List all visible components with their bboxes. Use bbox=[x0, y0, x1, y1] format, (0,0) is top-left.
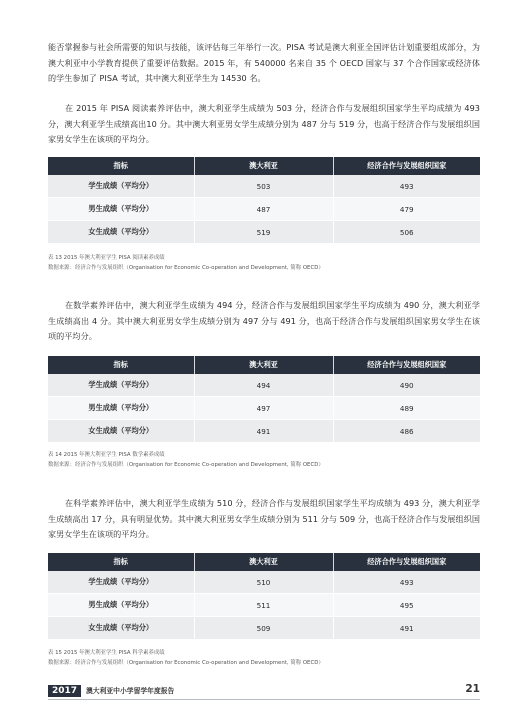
column-header-indicator: 指标 bbox=[48, 157, 194, 175]
oecd-value: 490 bbox=[333, 374, 480, 397]
table-source: 数据来源：经济合作与发展组织（Organisation for Economic Co-operation and Development, 简称 OECD） bbox=[48, 660, 324, 666]
science-paragraph: 在科学素养评估中，澳大利亚学生成绩为 510 分，经济合作与发展组织国家学生平均成绩为 493 分，澳大利亚学生成绩高出 17 分，具有明显优势。其中澳大利亚男女学生成绩分别为 511 分与 509 分，也高于经济合作与发展组织国家男女学生在该项的平均分。 bbox=[48, 498, 480, 539]
table-row bbox=[48, 571, 480, 594]
column-header-indicator: 指标 bbox=[48, 356, 194, 374]
row-label: 女生成绩（平均分） bbox=[48, 420, 194, 443]
australia-value: 497 bbox=[194, 397, 333, 420]
table-header-row bbox=[48, 157, 480, 175]
intro-paragraph: 能否掌握参与社会所需要的知识与技能，该评估每三年举行一次。PISA 考试是澳大利亚全国评估计划重要组成部分，为澳大利亚中小学教育提供了重要评估数据。2015 年，有 540000 名来自 35 个 OECD 国家与 37 个合作国家或经济体的学生参加了 PISA 考试，其中澳大利亚学生为 14530 名。 bbox=[48, 42, 480, 83]
table-row bbox=[48, 397, 480, 420]
table-header-row bbox=[48, 553, 480, 571]
table-row bbox=[48, 617, 480, 640]
table-row bbox=[48, 221, 480, 244]
row-label: 女生成绩（平均分） bbox=[48, 617, 194, 640]
row-label: 学生成绩（平均分） bbox=[48, 175, 194, 198]
oecd-value: 506 bbox=[333, 221, 480, 244]
australia-value: 510 bbox=[194, 571, 333, 594]
column-header-australia: 澳大利亚 bbox=[194, 356, 333, 374]
table-source: 数据来源：经济合作与发展组织（Organisation for Economic Co-operation and Development, 简称 OECD） bbox=[48, 265, 324, 271]
table-source: 数据来源：经济合作与发展组织（Organisation for Economic Co-operation and Development, 简称 OECD） bbox=[48, 462, 324, 468]
australia-value: 519 bbox=[194, 221, 333, 244]
oecd-value: 493 bbox=[333, 571, 480, 594]
table-caption: 表 13 2015 年澳大利亚学生 PISA 阅读素养成绩 bbox=[48, 255, 165, 261]
australia-value: 494 bbox=[194, 374, 333, 397]
australia-value: 487 bbox=[194, 198, 333, 221]
table-row bbox=[48, 420, 480, 443]
reading-paragraph: 在 2015 年 PISA 阅读素养评估中，澳大利亚学生成绩为 503 分，经济合作与发展组织国家学生平均成绩为 493 分，澳大利亚学生成绩高出10 分。其中澳大利亚男女学生成绩分别为 487 分与 519 分，也高于经济合作与发展组织国家男女学生在该项的平均分。 bbox=[48, 103, 480, 144]
column-header-oecd: 经济合作与发展组织国家 bbox=[333, 553, 480, 571]
table-row bbox=[48, 175, 480, 198]
row-label: 学生成绩（平均分） bbox=[48, 571, 194, 594]
australia-value: 511 bbox=[194, 594, 333, 617]
row-label: 女生成绩（平均分） bbox=[48, 221, 194, 244]
footer-year-badge: 2017 bbox=[48, 685, 81, 697]
math-paragraph: 在数学素养评估中，澳大利亚学生成绩为 494 分，经济合作与发展组织国家学生平均成绩为 490 分，澳大利亚学生成绩高出 4 分。其中澳大利亚男女学生成绩分别为 497 分与 491 分，也高于经济合作与发展组织国家男女学生在该项的平均分。 bbox=[48, 300, 480, 341]
table-caption: 表 14 2015 年澳大利亚学生 PISA 数学素养成绩 bbox=[48, 452, 165, 458]
australia-value: 509 bbox=[194, 617, 333, 640]
reading-score-table bbox=[48, 157, 480, 244]
column-header-australia: 澳大利亚 bbox=[194, 157, 333, 175]
table-row bbox=[48, 374, 480, 397]
row-label: 男生成绩（平均分） bbox=[48, 198, 194, 221]
row-label: 男生成绩（平均分） bbox=[48, 594, 194, 617]
australia-value: 503 bbox=[194, 175, 333, 198]
math-score-table bbox=[48, 356, 480, 443]
footer-divider bbox=[48, 699, 480, 700]
column-header-indicator: 指标 bbox=[48, 553, 194, 571]
oecd-value: 495 bbox=[333, 594, 480, 617]
table-header-row bbox=[48, 356, 480, 374]
footer-report-title: 澳大利亚中小学留学年度报告 bbox=[86, 687, 175, 695]
page-number: 21 bbox=[465, 683, 480, 695]
oecd-value: 493 bbox=[333, 175, 480, 198]
oecd-value: 486 bbox=[333, 420, 480, 443]
australia-value: 491 bbox=[194, 420, 333, 443]
table-row bbox=[48, 594, 480, 617]
table-row bbox=[48, 198, 480, 221]
oecd-value: 479 bbox=[333, 198, 480, 221]
column-header-oecd: 经济合作与发展组织国家 bbox=[333, 356, 480, 374]
table-caption: 表 15 2015 年澳大利亚学生 PISA 科学素养成绩 bbox=[48, 650, 165, 656]
row-label: 男生成绩（平均分） bbox=[48, 397, 194, 420]
science-score-table bbox=[48, 553, 480, 640]
column-header-australia: 澳大利亚 bbox=[194, 553, 333, 571]
row-label: 学生成绩（平均分） bbox=[48, 374, 194, 397]
oecd-value: 491 bbox=[333, 617, 480, 640]
oecd-value: 489 bbox=[333, 397, 480, 420]
column-header-oecd: 经济合作与发展组织国家 bbox=[333, 157, 480, 175]
